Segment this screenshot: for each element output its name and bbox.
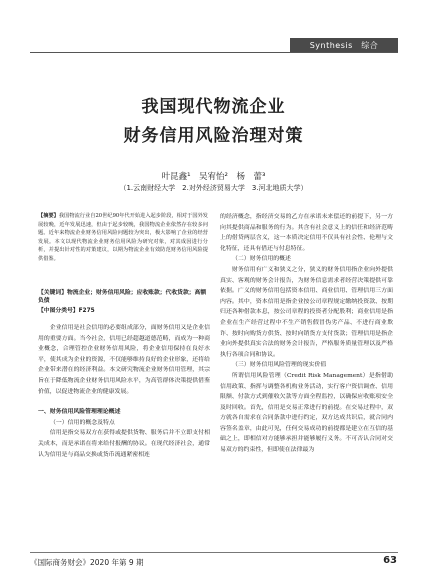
footer-rule [30, 552, 398, 553]
journal-footer: 《国际商务财会》2020 年第 9 期 [30, 558, 144, 567]
intro-paragraph: 企业信用是社会信用的必要组成部分，面财务信用又是企业信用的重要方面。当今社会，信用已经超越道德范畴，而成为一种商业概念，合理管控企业财务信用风险，将企业信用保持在良好水平，使其成为企业的资源，不仅能够维持良好的企业形象，还将给企业带来潜在的经济利益。本文研究物流企业财务信用管理，其宗旨在于降低物流企业财务信用风险水平，为高管群体决策提供借鉴价值，以促进物流企业的健康发展。 [38, 325, 210, 395]
article-title-line1: 我国现代物流企业 [141, 97, 286, 117]
keywords-label: 【关键词】 [38, 290, 67, 296]
section-heading-1: 一、财务信用风险管理理论概述 [38, 409, 121, 416]
abstract [38, 212, 208, 264]
authors: 叶昆鑫¹ 吴宥怡² 杨 蕾³ [161, 172, 266, 182]
abstract-label: 【摘要】 [38, 213, 59, 219]
subheading-3: （三）财务信用风险管理的现实价值 [232, 362, 327, 369]
page-number: 63 [383, 555, 397, 566]
keywords-text: 物流企业；财务信用风险；应收账款；代收货款；高额负债 [38, 290, 207, 304]
classification [38, 307, 208, 315]
abstract-text: 我国物流行业自20世纪90年代开始进入起步阶段，相对于国外发展较晚，近年发展迅速，但由于起步较晚，我国物流企业依然存在较多问题。近年来物流企业财务信用风险问题较为突出，极大影响了企业的经营发展。本文以现代物流企业财务信用风险为研究对象，对其成因进行分析，并提出针对性的对策建议，以期为物流企业有效防范财务信用风险提供借鉴。 [38, 213, 208, 262]
classification-label: 【中图分类号】 [38, 308, 79, 314]
paragraph-financial-credit: 财务信用有广义和狭义之分，狭义的财务信用指企业向外提供真实、客观的财务会计报告，为财务信息需求者经营决策提供可靠依据。广义的财务信用包括资本信用、商业信用、管理信用三方面内容。其中，资本信用是指企业按公司章程规定缴纳投资款、按期归还各种借款本息，按公司章程的投资者分配股利；商业信用是指企业在生产经营过程中不生产销售假冒伪劣产品、不进行商业欺诈、按时向购货方供货、按时向销货方支付货款；管理信用是指企业向外提供真实合法的财务会计报告，严格服务质量管理以及严格执行各项合同和协议。 [220, 266, 393, 358]
keywords [38, 289, 208, 305]
subheading-1: （一）信用的概念及特点 [50, 419, 115, 426]
paragraph-continued: 的经济概念，指经济交易的乙方在承诺未来偿还的前提下，另一方向其提供商品和服务的行为。其含有社会意义上的信任和经济范畴上的借贷两层含义，这一本质决定信用不仅具有社会性、伦理与文化特征，还具有借还与付息特征。 [220, 214, 393, 252]
article-title-line2: 财务信用风险治理对策 [123, 126, 304, 146]
section-header-tag: Synthesis 综合 [290, 38, 398, 53]
paragraph-risk-management: 所谓信用风险管理（Credit Risk Management）是指借助信用政策、指挥与调整各机构业务活动，实行客户资信调查、信用限额、付款方式到催收欠款等方面全程监控，以确保应收账项安全及时回收。首先，信用是交易正常进行的前提。在交易过程中，双方就各自需求在合同条款中进行约定，双方达成共识后，就合同内容签名盖章，由此可见，任何交易成功的前提都是建立在互信的基础之上，即相信对方能够承担并能够履行义务。不可否认合同对交易双方的约束性，但即使在法律最为 [220, 372, 393, 454]
paragraph-credit-concept: 信用是指交易双方在获得或提供货物、服务后并不立即支付相关成本，而是承诺在将来给付报酬的协议。在现代经济社会，通常认为信用是与商品交换或货币流通紧密相连 [38, 430, 210, 458]
affiliations: （1.云南财经大学 2.对外经济贸易大学 3.河北地质大学） [119, 184, 308, 192]
left-column [38, 323, 210, 460]
subheading-2: （二）财务信用的概述 [232, 256, 291, 263]
classification-text: F275 [78, 308, 95, 314]
right-column [220, 212, 393, 456]
header-rule [30, 52, 398, 53]
